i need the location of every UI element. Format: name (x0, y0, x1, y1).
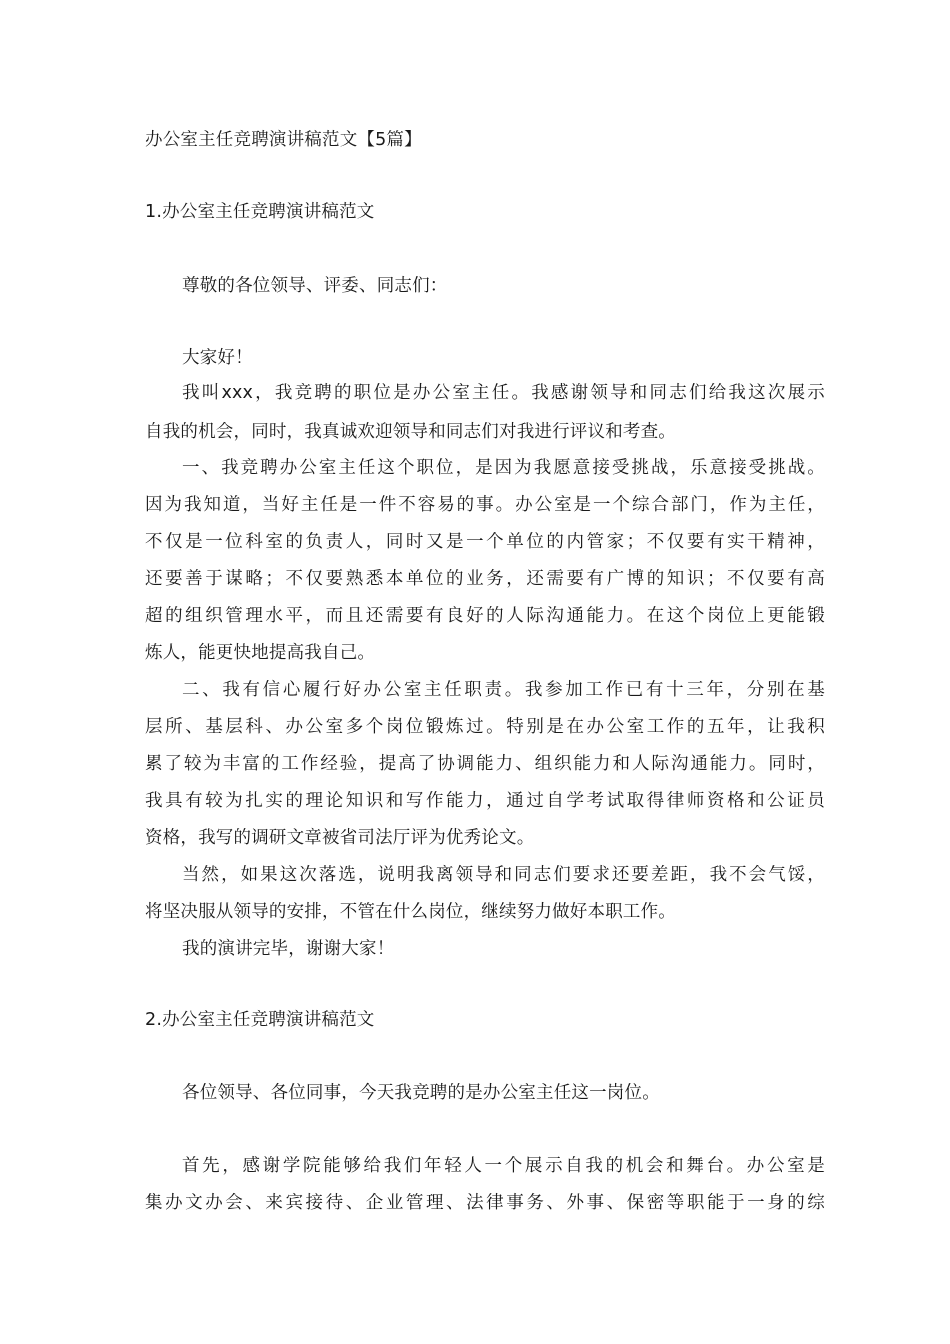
paragraph-line: 尊敬的各位领导、评委、同志们： (182, 276, 448, 296)
paragraph-line: 大家好！ (182, 348, 253, 368)
paragraph-line: 资格，我写的调研文章被省司法厅评为优秀论文。 (145, 828, 535, 848)
paragraph-line: 我具有较为扎实的理论知识和写作能力，通过自学考试取得律师资格和公证员 (145, 791, 825, 811)
paragraph-line: 各位领导、各位同事，今天我竞聘的是办公室主任这一岗位。 (182, 1083, 660, 1103)
paragraph-line: 我叫xxx，我竞聘的职位是办公室主任。我感谢领导和同志们给我这次展示 (182, 383, 825, 403)
paragraph-line: 不仅是一位科室的负责人，同时又是一个单位的内管家；不仅要有实干精神， (145, 532, 825, 552)
paragraph-line: 超的组织管理水平，而且还需要有良好的人际沟通能力。在这个岗位上更能锻 (145, 606, 825, 626)
paragraph-line: 炼人，能更快地提高我自己。 (145, 643, 376, 663)
paragraph-line: 自我的机会，同时，我真诚欢迎领导和同志们对我进行评议和考查。 (145, 422, 676, 442)
paragraph-line: 当然，如果这次落选，说明我离领导和同志们要求还要差距，我不会气馁， (182, 865, 825, 885)
paragraph-line: 累了较为丰富的工作经验，提高了协调能力、组织能力和人际沟通能力。同时， (145, 754, 825, 774)
paragraph-line: 因为我知道，当好主任是一件不容易的事。办公室是一个综合部门，作为主任， (145, 495, 825, 515)
paragraph-line: 集办文办会、来宾接待、企业管理、法律事务、外事、保密等职能于一身的综 (145, 1193, 825, 1213)
paragraph-line: 我的演讲完毕，谢谢大家！ (182, 939, 395, 959)
paragraph-line: 还要善于谋略；不仅要熟悉本单位的业务，还需要有广博的知识；不仅要有高 (145, 569, 825, 589)
section-2-heading: 2.办公室主任竞聘演讲稿范文 (145, 1010, 375, 1030)
section-1-heading: 1.办公室主任竞聘演讲稿范文 (145, 202, 375, 222)
paragraph-line: 一、我竞聘办公室主任这个职位，是因为我愿意接受挑战，乐意接受挑战。 (182, 458, 825, 478)
paragraph-line: 将坚决服从领导的安排，不管在什么岗位，继续努力做好本职工作。 (145, 902, 676, 922)
paragraph-line: 层所、基层科、办公室多个岗位锻炼过。特别是在办公室工作的五年，让我积 (145, 717, 825, 737)
document-title: 办公室主任竞聘演讲稿范文【5篇】 (145, 130, 422, 150)
paragraph-line: 二、我有信心履行好办公室主任职责。我参加工作已有十三年，分别在基 (182, 680, 825, 700)
paragraph-line: 首先，感谢学院能够给我们年轻人一个展示自我的机会和舞台。办公室是 (182, 1156, 825, 1176)
